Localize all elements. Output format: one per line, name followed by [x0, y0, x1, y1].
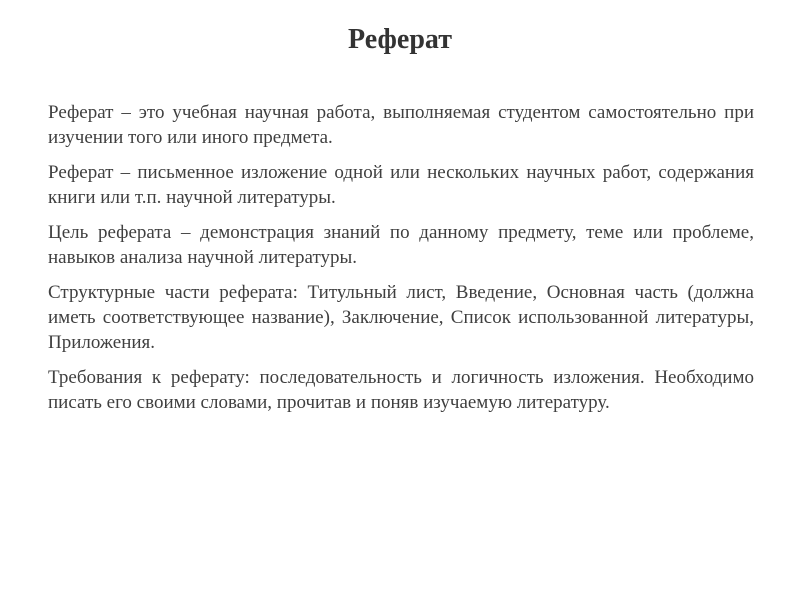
body-text: [48, 100, 754, 425]
page-title: Реферат: [348, 24, 452, 55]
paragraph-structure: Структурные части реферата: Титульный лист, Введение, Основная часть (должна иметь соответствующее название), Заключение, Список использованной литературы, Приложения.: [48, 282, 754, 353]
paragraph-written-summary: Реферат – письменное изложение одной или нескольких научных работ, содержания книги или т.п. научной литературы.: [48, 162, 754, 208]
paragraph-requirements: Требования к реферату: последовательность и логичность изложения. Необходимо писать его своими словами, прочитав и поняв изучаемую литературу.: [48, 367, 754, 413]
paragraph-definition: Реферат – это учебная научная работа, выполняемая студентом самостоятельно при изучении того или иного предмета.: [48, 102, 754, 148]
paragraph-goal: Цель реферата – демонстрация знаний по данному предмету, теме или проблеме, навыков анализа научной литературы.: [48, 222, 754, 268]
